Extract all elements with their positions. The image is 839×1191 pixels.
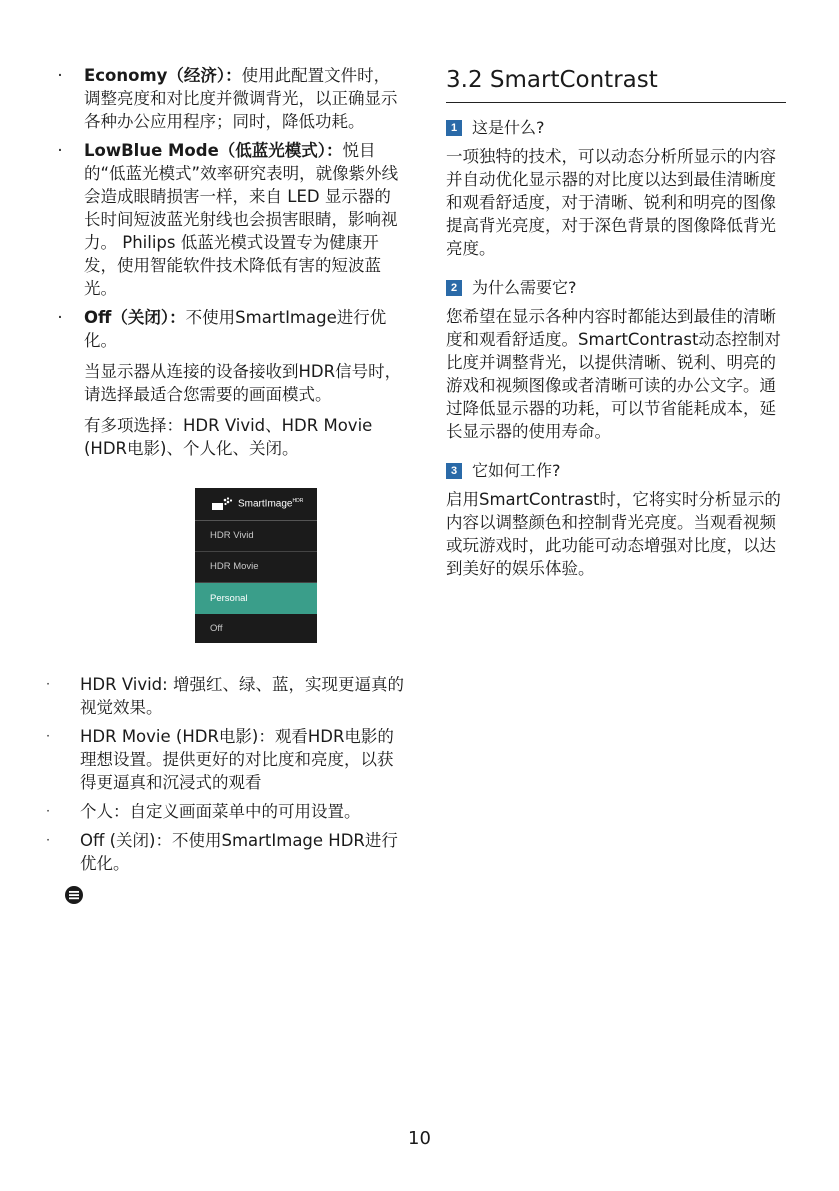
page-number: 10	[408, 1128, 431, 1149]
subheading-text: 这是什么?	[472, 118, 545, 137]
bullet-dot: ·	[57, 66, 63, 85]
number-badge: 3	[446, 463, 462, 479]
subheading-what	[446, 117, 786, 139]
bullet-dot: ·	[46, 677, 50, 691]
bullet-dot: ·	[57, 141, 63, 160]
subheading-how	[446, 460, 786, 482]
section-paragraph: 您希望在显示各种内容时都能达到最佳的清晰度和观看舒适度。SmartContrast动态控制对比度并调整背光，以提供清晰、锐利、明亮的游戏和视频图像或者清晰可读的办公文字。通过降低显示器的功耗，可以节省能耗成本，延长显示器的使用寿命。	[446, 307, 781, 441]
bullet-lowblue	[54, 139, 404, 300]
note-icon	[64, 885, 84, 905]
menu-header	[195, 488, 317, 521]
bullet-text: 不使用SmartImage进行优化。	[84, 308, 387, 350]
number-badge: 2	[446, 280, 462, 296]
section-title: 3.2 SmartContrast	[446, 64, 786, 103]
list-item: · Off (关闭)：不使用SmartImage HDR进行优化。	[44, 829, 404, 875]
smartimage-menu-image	[195, 488, 317, 643]
menu-item-hdr-vivid[interactable]: HDR Vivid	[195, 521, 317, 552]
number-badge: 1	[446, 120, 462, 136]
menu-item-personal[interactable]: Personal	[195, 583, 317, 614]
bullet-term: Off（关闭）：	[84, 308, 186, 327]
subheading-text: 它如何工作?	[472, 461, 561, 480]
menu-item-off[interactable]: Off	[210, 623, 223, 634]
bullet-text: 悦目的“低蓝光模式”效率研究表明，就像紫外线会造成眼睛损害一样，来自 LED 显示器的长时间短波蓝光射线也会损害眼睛，影响视力。 Philips 低蓝光模式设置专为健康开发，使用智能软件技术降低有害的短波蓝光。	[84, 141, 399, 298]
left-column	[54, 64, 404, 460]
section-paragraph: 启用SmartContrast时，它将实时分析显示的内容以调整颜色和控制背光亮度。当观看视频或玩游戏时，此功能可动态增强对比度，以达到美好的娱乐体验。	[446, 490, 781, 578]
list-item: · 个人：自定义画面菜单中的可用设置。	[44, 800, 404, 823]
hdr-paragraph: 当显示器从连接的设备接收到HDR信号时，请选择最适合您需要的画面模式。	[84, 362, 402, 404]
hdr-options-list	[44, 673, 404, 881]
list-item: · HDR Movie (HDR电影)：观看HDR电影的理想设置。提供更好的对比度和亮度，以获得更逼真和沉浸式的观看	[44, 725, 404, 794]
bullet-dot: ·	[57, 308, 63, 327]
bullet-dot: ·	[46, 729, 50, 743]
bullet-term: LowBlue Mode（低蓝光模式）：	[84, 141, 343, 160]
smartimage-logo-icon	[211, 497, 233, 511]
bullet-dot: ·	[46, 833, 50, 847]
section-paragraph: 一项独特的技术，可以动态分析所显示的内容并自动优化显示器的对比度以达到最佳清晰度和观看舒适度，对于清晰、锐利和明亮的图像提高背光亮度，对于深色背景的图像降低背光亮度。	[446, 147, 776, 258]
bullet-dot: ·	[46, 804, 50, 818]
menu-item-hdr-movie[interactable]: HDR Movie	[195, 552, 317, 583]
bullet-text: 使用此配置文件时，调整亮度和对比度并微调背光，以正确显示各种办公应用程序；同时，降低功耗。	[84, 66, 398, 131]
bullet-off	[54, 306, 404, 352]
menu-title: SmartImage$^{HDR}$	[238, 498, 304, 510]
right-column	[446, 64, 786, 597]
bullet-term: Economy（经济）：	[84, 66, 242, 85]
subheading-why	[446, 277, 786, 299]
bullet-economy	[54, 64, 404, 133]
list-item: · HDR Vivid: 增强红、绿、蓝，实现更逼真的视觉效果。	[44, 673, 404, 719]
subheading-text: 为什么需要它?	[472, 278, 577, 297]
options-paragraph: 有多项选择：HDR Vivid、HDR Movie (HDR电影)、个人化、关闭。	[84, 416, 373, 458]
